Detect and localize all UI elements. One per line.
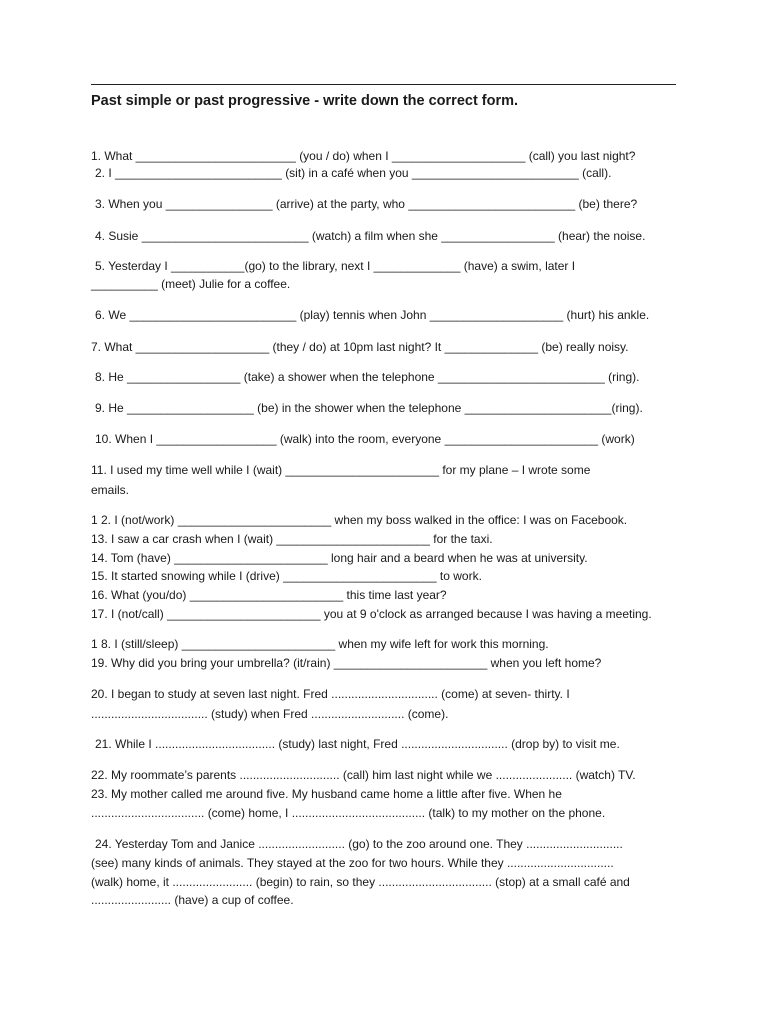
exercise-line-19: 19. Why did you bring your umbrella? (it/rain) _______________________ when you left home? — [91, 656, 602, 670]
exercise-line-22: 22. My roommate’s parents .............................. (call) him last night while we ....................... (watch) TV. — [91, 768, 636, 782]
exercise-line-23b: .................................. (come) home, I ........................................ (talk) to my mother on the phone. — [91, 806, 606, 820]
exercise-line-5b: __________ (meet) Julie for a coffee. — [91, 277, 291, 291]
exercise-line-17: 17. I (not/call) _______________________ you at 9 o'clock as arranged because I was having a meeting. — [91, 607, 652, 621]
exercise-line-12: 1 2. I (not/work) _______________________ when my boss walked in the office: I was on Facebook. — [91, 513, 628, 527]
exercise-line-7: 7. What ____________________ (they / do) at 10pm last night? It ______________ (be) really noisy. — [91, 340, 629, 354]
exercise-line-20a: 20. I began to study at seven last night. Fred ................................ (come) at seven- thirty. I — [91, 687, 570, 701]
exercise-line-23a: 23. My mother called me around five. My husband came home a little after five. When he — [91, 787, 562, 801]
exercise-line-16: 16. What (you/do) _______________________ this time last year? — [91, 588, 447, 602]
exercise-line-11a: 11. I used my time well while I (wait) _______________________ for my plane – I wrote some — [91, 463, 591, 477]
exercise-line-9: 9. He ___________________ (be) in the shower when the telephone ______________________(ring). — [95, 401, 643, 415]
exercise-line-20b: ................................... (study) when Fred ............................ (come). — [91, 707, 449, 721]
exercise-line-10: 10. When I __________________ (walk) into the room, everyone _______________________ (work) — [95, 432, 635, 446]
exercise-line-24a: 24. Yesterday Tom and Janice .......................... (go) to the zoo around one. They ............................. — [95, 837, 623, 851]
exercise-line-13: 13. I saw a car crash when I (wait) _______________________ for the taxi. — [91, 532, 493, 546]
exercise-line-1: 1. What ________________________ (you / do) when I ____________________ (call) you last night? — [91, 149, 636, 163]
exercise-line-24c: (walk) home, it ........................ (begin) to rain, so they .................................. (stop) at a small café and — [91, 875, 630, 889]
exercise-line-18: 1 8. I (still/sleep) _______________________ when my wife left for work this morning. — [91, 637, 549, 651]
exercise-line-14: 14. Tom (have) _______________________ long hair and a beard when he was at university. — [91, 551, 588, 565]
exercise-line-2: 2. I _________________________ (sit) in a café when you _________________________ (call). — [95, 166, 612, 180]
exercise-line-24b: (see) many kinds of animals. They stayed at the zoo for two hours. While they ................................ — [91, 856, 614, 870]
top-rule — [91, 84, 676, 85]
exercise-line-24d: ........................ (have) a cup of coffee. — [91, 893, 294, 907]
exercise-line-6: 6. We _________________________ (play) tennis when John ____________________ (hurt) his ankle. — [95, 308, 650, 322]
worksheet-title: Past simple or past progressive - write down the correct form. — [91, 93, 519, 109]
exercise-line-11b: emails. — [91, 483, 130, 497]
exercise-line-8: 8. He _________________ (take) a shower when the telephone _________________________ (ring). — [95, 370, 640, 384]
exercise-line-4: 4. Susie _________________________ (watch) a film when she _________________ (hear) the noise. — [95, 229, 646, 243]
exercise-line-5a: 5. Yesterday I ___________(go) to the library, next I _____________ (have) a swim, later I — [95, 259, 576, 273]
exercise-line-21: 21. While I .................................... (study) last night, Fred ................................ (drop by) to visit me. — [95, 737, 620, 751]
exercise-line-3: 3. When you ________________ (arrive) at the party, who _________________________ (be) there? — [95, 197, 638, 211]
exercise-line-15: 15. It started snowing while I (drive) _______________________ to work. — [91, 569, 482, 583]
